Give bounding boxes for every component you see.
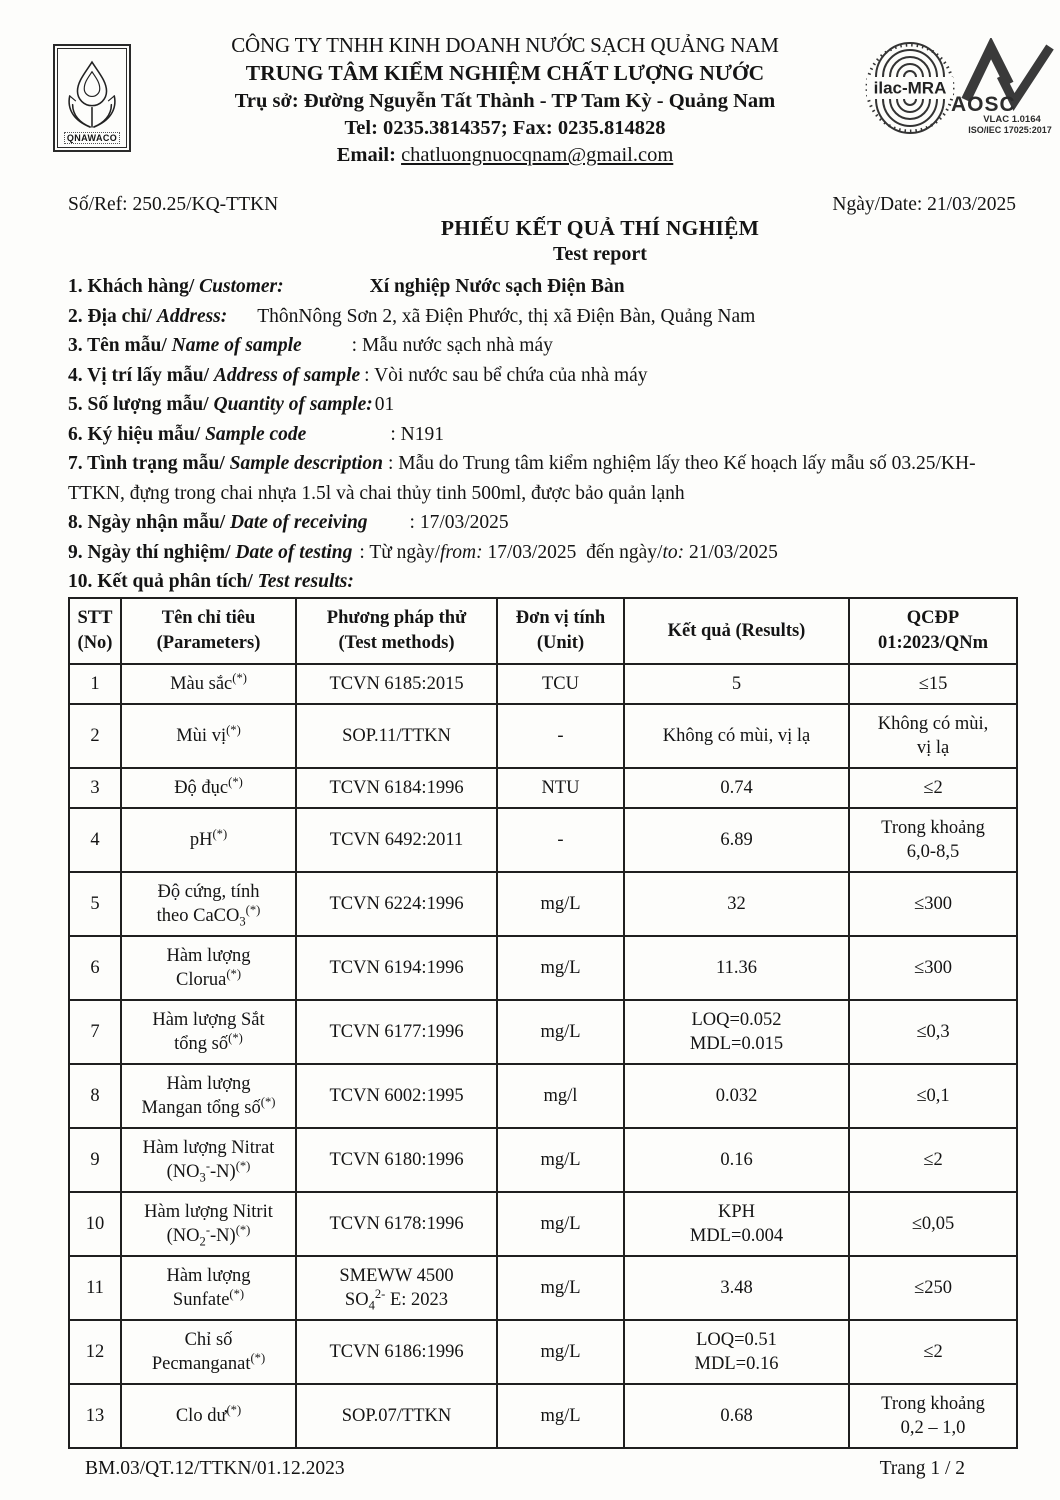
cell-no: 12	[69, 1320, 121, 1384]
table-row	[69, 872, 1017, 936]
col-header-parameter: Tên chỉ tiêu (Parameters)	[121, 598, 296, 664]
info-label: 10. Kết quả phân tích/	[68, 571, 253, 592]
info-label-en: Date of testing	[235, 541, 353, 563]
info-date-testing	[68, 538, 1020, 568]
cell-no: 5	[69, 872, 121, 936]
info-customer	[68, 272, 1020, 302]
info-label-en: Sample code	[205, 423, 307, 445]
info-value: : N191	[390, 423, 444, 445]
info-label-en: Customer:	[199, 276, 284, 297]
cell-result: Không có mùi, vị lạ	[624, 704, 849, 768]
table-row	[69, 1320, 1017, 1384]
col-header-result: Kết quả (Results)	[624, 598, 849, 664]
cell-no: 8	[69, 1064, 121, 1128]
info-label-en: Quantity of sample:	[213, 394, 373, 415]
table-row	[69, 1256, 1017, 1320]
tel-fax-line: Tel: 0235.3814357; Fax: 0235.814828	[344, 117, 666, 139]
cell-result: 3.48	[624, 1256, 849, 1320]
cell-qc-limit: ≤250	[849, 1256, 1017, 1320]
cell-parameter: Mùi vị(*)	[121, 704, 296, 768]
cell-no: 10	[69, 1192, 121, 1256]
cell-unit: mg/L	[497, 936, 624, 1000]
cell-qc-limit: Không có mùi, vị lạ	[849, 704, 1017, 768]
cell-unit: -	[497, 704, 624, 768]
cell-result: 0.16	[624, 1128, 849, 1192]
info-sample-code	[68, 420, 1020, 450]
cell-no: 2	[69, 704, 121, 768]
cell-parameter: Hàm lượng Clorua(*)	[121, 936, 296, 1000]
table-row	[69, 768, 1017, 808]
report-subtitle: Test report	[553, 243, 647, 265]
cell-parameter: Clo dư(*)	[121, 1384, 296, 1448]
cell-no: 11	[69, 1256, 121, 1320]
cell-unit: NTU	[497, 768, 624, 808]
cell-no: 1	[69, 664, 121, 704]
cell-no: 7	[69, 1000, 121, 1064]
info-value: : Từ ngày/	[359, 541, 441, 563]
cell-method: TCVN 6186:1996	[296, 1320, 497, 1384]
info-sample-name	[68, 331, 1020, 361]
cell-parameter: Độ đục(*)	[121, 768, 296, 808]
qnawaco-logo-text: QNAWACO	[64, 132, 120, 144]
info-label: 2. Địa chỉ/	[68, 305, 152, 327]
cell-unit: mg/L	[497, 1128, 624, 1192]
info-address	[68, 302, 1020, 332]
table-row	[69, 1000, 1017, 1064]
info-label: 5. Số lượng mẫu/	[68, 394, 209, 415]
cell-qc-limit: ≤300	[849, 936, 1017, 1000]
table-row	[69, 1384, 1017, 1448]
cell-method: TCVN 6184:1996	[296, 768, 497, 808]
cell-method: TCVN 6185:2015	[296, 664, 497, 704]
info-label: 6. Ký hiệu mẫu/	[68, 423, 201, 445]
results-table	[68, 597, 1018, 1449]
cell-result: LOQ=0.51 MDL=0.16	[624, 1320, 849, 1384]
col-header-unit: Đơn vị tính (Unit)	[497, 598, 624, 664]
cell-no: 3	[69, 768, 121, 808]
info-label-en: Date of receiving	[230, 512, 368, 533]
cell-no: 4	[69, 808, 121, 872]
email-line	[145, 142, 865, 169]
cell-parameter: Hàm lượng Mangan tổng số(*)	[121, 1064, 296, 1128]
table-row	[69, 1064, 1017, 1128]
table-row	[69, 808, 1017, 872]
qnawaco-logo	[53, 44, 131, 152]
cell-result: KPH MDL=0.004	[624, 1192, 849, 1256]
info-label-en: Test results:	[257, 571, 354, 592]
info-sample-description	[68, 449, 1020, 508]
sample-info	[68, 272, 1020, 597]
info-value-date2: 21/03/2025	[689, 541, 778, 563]
report-title: PHIẾU KẾT QUẢ THÍ NGHIỆM	[440, 216, 760, 240]
info-value: : Vòi nước sau bể chứa của nhà máy	[364, 364, 648, 386]
cell-unit: TCU	[497, 664, 624, 704]
info-label-en: Sample description	[229, 453, 383, 474]
cell-method: TCVN 6178:1996	[296, 1192, 497, 1256]
cell-method: SMEWW 4500 $SO_4^{2-}$ E: 2023	[296, 1256, 497, 1320]
center-name: TRUNG TÂM KIỂM NGHIỆM CHẤT LƯỢNG NƯỚC	[245, 61, 765, 85]
cell-result: LOQ=0.052 MDL=0.015	[624, 1000, 849, 1064]
info-label-en: Address of sample	[213, 364, 361, 386]
vlac-text: VLAC 1.0164	[983, 114, 1041, 125]
info-test-results	[68, 567, 1020, 597]
info-label: 7. Tình trạng mẫu/	[68, 453, 225, 474]
cell-qc-limit: ≤0,05	[849, 1192, 1017, 1256]
cell-method: TCVN 6002:1995	[296, 1064, 497, 1128]
info-value: 01	[374, 394, 395, 415]
info-label: 3. Tên mẫu/	[68, 335, 167, 356]
info-value: : Mẫu do Trung tâm kiểm nghiệm lấy theo Kế hoạch lấy mẫu số 03.25/KH-TTKN, đựng trong chai nhựa 1.5l và chai thủy tinh 500ml, được bảo quản lạnh	[68, 453, 976, 504]
cell-parameter: Hàm lượng Sắt tổng số(*)	[121, 1000, 296, 1064]
info-value-to: to:	[662, 541, 685, 563]
cell-unit: mg/l	[497, 1064, 624, 1128]
cell-qc-limit: Trong khoảng 6,0-8,5	[849, 808, 1017, 872]
col-header-qc-limit: QCĐP 01:2023/QNm	[849, 598, 1017, 664]
water-drop-hands-icon	[61, 58, 123, 132]
cell-no: 13	[69, 1384, 121, 1448]
results-tbody	[69, 664, 1017, 1448]
cell-unit: mg/L	[497, 1320, 624, 1384]
cell-unit: mg/L	[497, 872, 624, 936]
letterhead	[145, 32, 865, 169]
info-label-en: Name of sample	[171, 335, 302, 356]
cell-parameter: Chỉ số Pecmanganat(*)	[121, 1320, 296, 1384]
info-label: 8. Ngày nhận mẫu/	[68, 512, 226, 533]
cell-qc-limit: ≤2	[849, 1128, 1017, 1192]
ref-row	[68, 194, 1016, 216]
info-value: Xí nghiệp Nước sạch Điện Bàn	[369, 276, 625, 297]
info-label-en: Address:	[156, 305, 228, 327]
cell-qc-limit: ≤300	[849, 872, 1017, 936]
table-row	[69, 704, 1017, 768]
email-link[interactable]: chatluongnuocqnam@gmail.com	[401, 144, 674, 166]
cell-result: 0.032	[624, 1064, 849, 1128]
cell-method: TCVN 6177:1996	[296, 1000, 497, 1064]
info-value: : Mẫu nước sạch nhà máy	[351, 335, 553, 356]
cell-result: 0.68	[624, 1384, 849, 1448]
cell-qc-limit: Trong khoảng 0,2 – 1,0	[849, 1384, 1017, 1448]
cell-parameter: pH(*)	[121, 808, 296, 872]
info-value-from: from:	[440, 541, 483, 563]
table-row	[69, 664, 1017, 704]
info-label: 4. Vị trí lấy mẫu/	[68, 364, 210, 386]
aosc-logo	[950, 38, 1056, 136]
email-label: Email:	[336, 144, 402, 166]
cell-method: TCVN 6492:2011	[296, 808, 497, 872]
cell-parameter: Hàm lượng Nitrit $(NO_2^--N)^{(*)}$	[121, 1192, 296, 1256]
info-value: ThônNông Sơn 2, xã Điện Phước, thị xã Điện Bàn, Quảng Nam	[257, 305, 756, 327]
cell-qc-limit: ≤0,1	[849, 1064, 1017, 1128]
col-header-method: Phương pháp thử (Test methods)	[296, 598, 497, 664]
info-value-date1: 17/03/2025	[487, 541, 577, 563]
page-number: Trang 1 / 2	[879, 1458, 965, 1479]
table-row	[69, 1128, 1017, 1192]
info-date-receiving	[68, 508, 1020, 538]
ilac-mra-text: ilac-MRA	[873, 78, 947, 98]
address-line: Trụ sở: Đường Nguyễn Tất Thành - TP Tam Kỳ - Quảng Nam	[234, 90, 776, 112]
cell-qc-limit: ≤0,3	[849, 1000, 1017, 1064]
cell-no: 9	[69, 1128, 121, 1192]
cell-parameter: Độ cứng, tính theo CaCO$_3$(*)	[121, 872, 296, 936]
company-name: CÔNG TY TNHH KINH DOANH NƯỚC SẠCH QUẢNG NAM	[231, 33, 779, 57]
ref-number: Số/Ref: 250.25/KQ-TTKN	[68, 194, 279, 215]
cell-qc-limit: ≤2	[849, 1320, 1017, 1384]
col-header-no: STT (No)	[69, 598, 121, 664]
cell-result: 6.89	[624, 808, 849, 872]
table-row	[69, 1192, 1017, 1256]
info-quantity	[68, 390, 1020, 420]
ref-date: Ngày/Date: 21/03/2025	[832, 194, 1016, 215]
cell-result: 11.36	[624, 936, 849, 1000]
cell-method: TCVN 6194:1996	[296, 936, 497, 1000]
info-value: : 17/03/2025	[409, 512, 509, 533]
cell-unit: mg/L	[497, 1192, 624, 1256]
cell-parameter: Hàm lượng Sunfate(*)	[121, 1256, 296, 1320]
cell-result: 0.74	[624, 768, 849, 808]
cell-method: TCVN 6180:1996	[296, 1128, 497, 1192]
qnawaco-logo-frame	[57, 48, 127, 148]
aosc-text: AOSC	[951, 93, 1016, 116]
info-value: đến ngày/	[586, 541, 663, 563]
cell-method: SOP.07/TTKN	[296, 1384, 497, 1448]
iso-text: ISO/IEC 17025:2017	[968, 125, 1052, 135]
cell-unit: mg/L	[497, 1256, 624, 1320]
cell-parameter: Màu sắc(*)	[121, 664, 296, 704]
cell-qc-limit: ≤2	[849, 768, 1017, 808]
cell-parameter: Hàm lượng Nitrat $(NO_3^--N)^{(*)}$	[121, 1128, 296, 1192]
cell-unit: mg/L	[497, 1000, 624, 1064]
info-sample-address	[68, 361, 1020, 391]
cell-no: 6	[69, 936, 121, 1000]
form-code: BM.03/QT.12/TTKN/01.12.2023	[85, 1458, 345, 1479]
page-footer	[85, 1458, 965, 1480]
ilac-mra-stamp	[864, 40, 956, 136]
cell-result: 5	[624, 664, 849, 704]
table-header-row	[69, 598, 1017, 664]
cell-unit: -	[497, 808, 624, 872]
info-label: 9. Ngày thí nghiệm/	[68, 541, 231, 563]
cell-unit: mg/L	[497, 1384, 624, 1448]
cell-method: SOP.11/TTKN	[296, 704, 497, 768]
info-label: 1. Khách hàng/	[68, 276, 195, 297]
table-row	[69, 936, 1017, 1000]
cell-qc-limit: ≤15	[849, 664, 1017, 704]
cell-result: 32	[624, 872, 849, 936]
cell-method: TCVN 6224:1996	[296, 872, 497, 936]
